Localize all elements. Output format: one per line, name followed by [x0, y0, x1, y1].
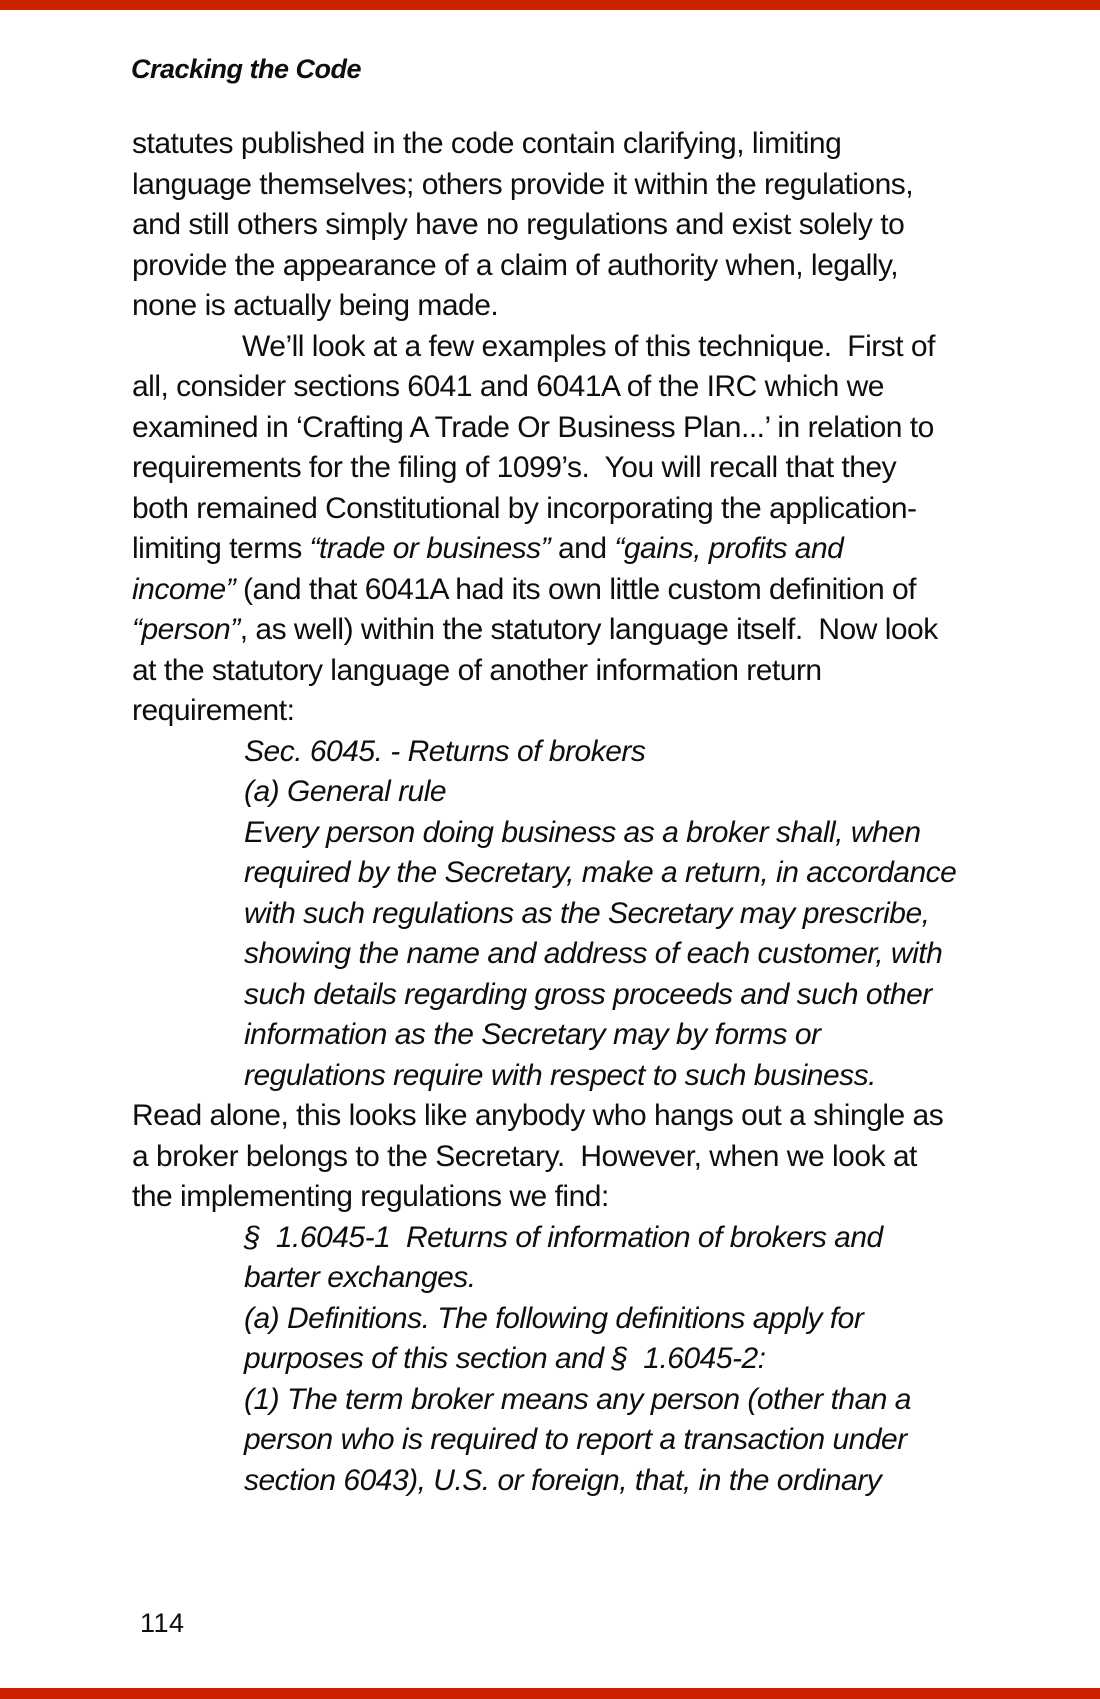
text-segment: with such regulations as the Secretary may prescribe,	[244, 896, 930, 930]
text-segment: (a) Definitions. The following definitions apply for	[244, 1301, 864, 1335]
text-segment: all, consider sections 6041 and 6041A of the IRC which we	[132, 370, 884, 403]
text-segment: requirements for the filing of 1099’s. You will recall that they	[132, 451, 897, 484]
text-segment: (and that 6041A had its own little custom definition of	[243, 572, 916, 606]
text-segment: examined in ‘Crafting A Trade Or Business Plan...’ in relation to	[132, 410, 934, 444]
text-segment: section 6043), U.S. or foreign, that, in the ordinary	[244, 1463, 882, 1497]
text-segment: “gains, profits and	[614, 532, 844, 565]
paragraph-line	[132, 448, 1062, 489]
text-segment: person who is required to report a transaction under	[244, 1423, 907, 1456]
text-segment: the implementing regulations we find:	[132, 1180, 609, 1213]
blockquote-line	[132, 1218, 1062, 1259]
blockquote-line	[132, 813, 1062, 854]
paragraph-line	[132, 651, 1062, 692]
page-number: 114	[140, 1608, 185, 1638]
blockquote-line	[132, 1015, 1062, 1056]
text-segment: information as the Secretary may by forms or	[244, 1018, 821, 1051]
paragraph-line	[132, 408, 1062, 449]
running-header: Cracking the Code	[131, 54, 362, 84]
text-segment: “trade or business”	[309, 532, 558, 565]
paragraph-line	[132, 1137, 1062, 1178]
text-segment: purposes of this section and § 1.6045-2:	[244, 1342, 766, 1375]
paragraph-line	[132, 327, 1062, 368]
blockquote-line	[132, 894, 1062, 935]
blockquote-line	[132, 1380, 1062, 1421]
blockquote-line	[132, 1461, 1062, 1502]
text-segment: requirement:	[132, 694, 295, 727]
text-segment: income”	[132, 572, 244, 606]
text-segment: limiting terms	[132, 532, 310, 565]
text-segment: “person”	[132, 613, 240, 646]
text-segment: We’ll look at a few examples of this technique. First of	[242, 329, 935, 363]
blockquote-line	[132, 1299, 1062, 1340]
paragraph-line	[132, 286, 1062, 327]
paragraph-line	[132, 489, 1062, 530]
page-body	[132, 124, 1062, 1501]
paragraph-line	[132, 205, 1062, 246]
paragraph-line	[132, 165, 1062, 206]
paragraph-line	[132, 367, 1062, 408]
text-segment: required by the Secretary, make a return, in accordance	[244, 856, 957, 889]
text-segment: statutes published in the code contain clarifying, limiting	[132, 127, 842, 160]
blockquote-line	[132, 1258, 1062, 1299]
blockquote-line	[132, 853, 1062, 894]
text-segment: and	[557, 532, 615, 565]
text-segment: showing the name and address of each customer, with	[244, 937, 943, 970]
text-segment: Every person doing business as a broker shall, when	[244, 815, 921, 849]
top-edge-bar	[0, 0, 1100, 10]
bottom-edge-bar	[0, 1688, 1100, 1699]
text-segment: (1) The term broker means any person (other than a	[244, 1382, 911, 1416]
blockquote-line	[132, 772, 1062, 813]
text-segment: at the statutory language of another information return	[132, 653, 822, 687]
text-segment: such details regarding gross proceeds and such other	[244, 977, 932, 1011]
blockquote-line	[132, 934, 1062, 975]
text-segment: both remained Constitutional by incorporating the application-	[132, 491, 917, 525]
paragraph-line	[132, 529, 1062, 570]
paragraph-line	[132, 1096, 1062, 1137]
text-segment: Sec. 6045. - Returns of brokers	[244, 734, 646, 768]
blockquote-line	[132, 1420, 1062, 1461]
text-segment: (a) General rule	[244, 775, 447, 808]
paragraph-line	[132, 1177, 1062, 1218]
text-segment: language themselves; others provide it within the regulations,	[132, 167, 914, 201]
paragraph-line	[132, 570, 1062, 611]
text-segment: none is actually being made.	[132, 289, 499, 322]
text-segment: , as well) within the statutory language itself. Now look	[239, 613, 938, 646]
paragraph-line	[132, 610, 1062, 651]
text-segment: Read alone, this looks like anybody who hangs out a shingle as	[132, 1099, 944, 1132]
blockquote-line	[132, 975, 1062, 1016]
text-segment: a broker belongs to the Secretary. However, when we look at	[132, 1139, 917, 1173]
blockquote-line	[132, 1339, 1062, 1380]
paragraph-line	[132, 124, 1062, 165]
text-segment: § 1.6045-1 Returns of information of brokers and	[244, 1220, 883, 1254]
text-segment: barter exchanges.	[244, 1261, 476, 1294]
text-segment: and still others simply have no regulations and exist solely to	[132, 208, 905, 241]
paragraph-line	[132, 246, 1062, 287]
text-segment: provide the appearance of a claim of authority when, legally,	[132, 248, 899, 282]
paragraph-line	[132, 691, 1062, 732]
blockquote-line	[132, 1056, 1062, 1097]
blockquote-line	[132, 732, 1062, 773]
text-segment: regulations require with respect to such business.	[244, 1058, 877, 1092]
